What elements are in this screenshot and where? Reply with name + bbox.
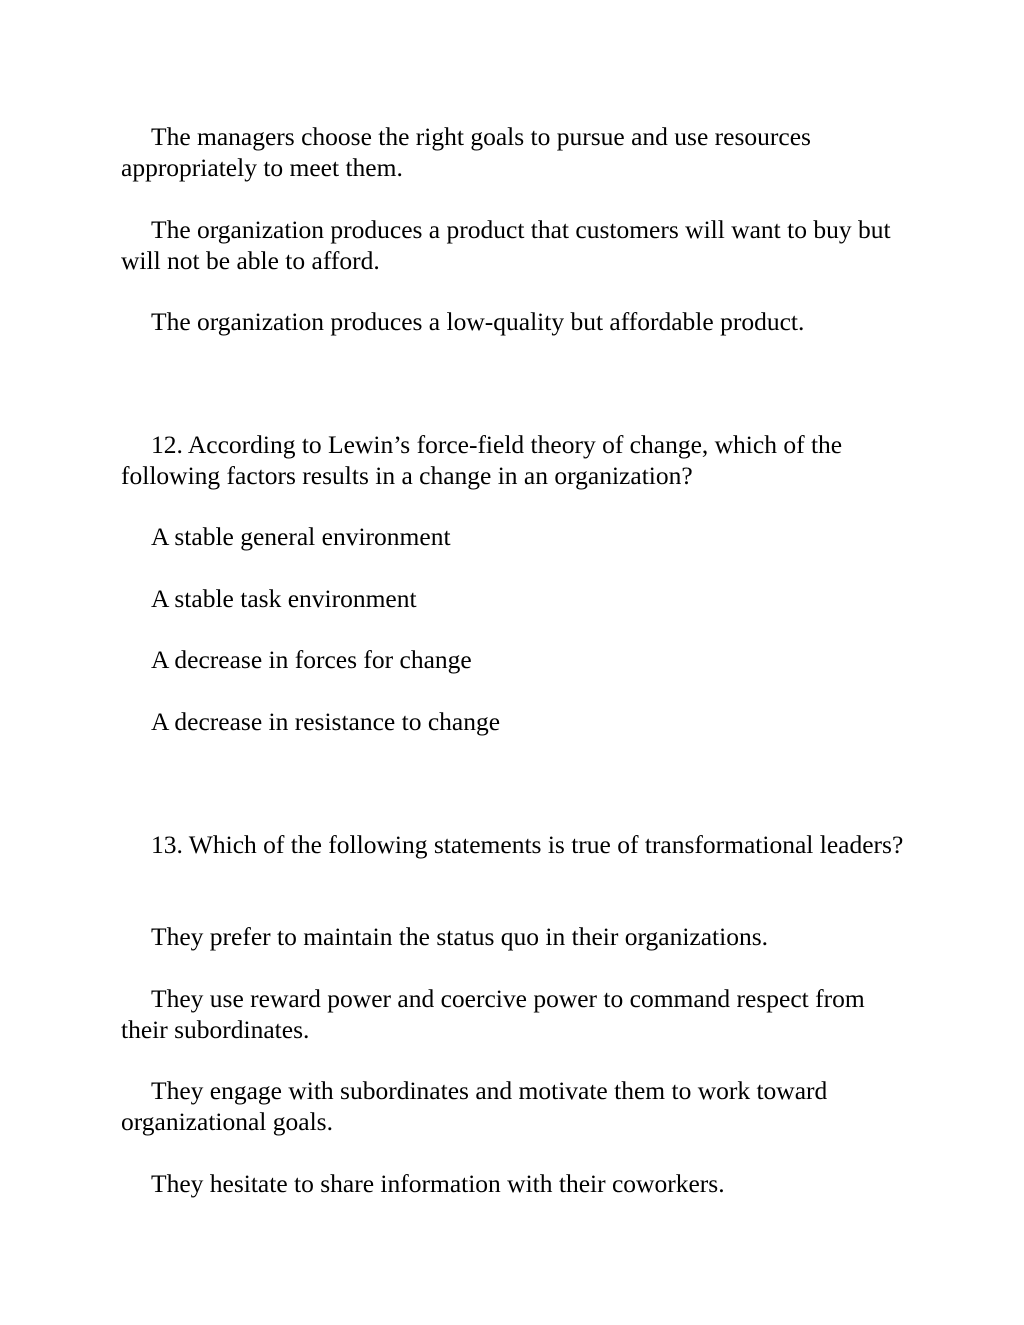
q12-option-a: A stable general environment (151, 522, 451, 551)
q12-question: 12. According to Lewin’s force-field theory of change, which of the following factors results in a change in an organization? (121, 430, 843, 490)
q11-option-d: The organization produces a product that customers will want to buy but will not be able to afford. (121, 215, 891, 275)
q13-option-c: They engage with subordinates and motivate them to work toward organizational goals. (121, 1076, 828, 1136)
q13-option-d: They hesitate to share information with their coworkers. (151, 1169, 725, 1198)
q13-question: 13. Which of the following statements is true of transformational leaders? (151, 830, 904, 859)
q12-option-d: A decrease in resistance to change (151, 707, 501, 736)
q13-option-b: They use reward power and coercive power to command respect from their subordinates. (121, 984, 865, 1044)
q11-option-c: The managers choose the right goals to pursue and use resources appropriately to meet them. (121, 122, 811, 182)
q13-option-a: They prefer to maintain the status quo in their organizations. (151, 922, 769, 951)
q12-option-b: A stable task environment (151, 584, 417, 613)
q11-option-e: The organization produces a low-quality but affordable product. (151, 307, 805, 336)
q12-option-c: A decrease in forces for change (151, 645, 472, 674)
